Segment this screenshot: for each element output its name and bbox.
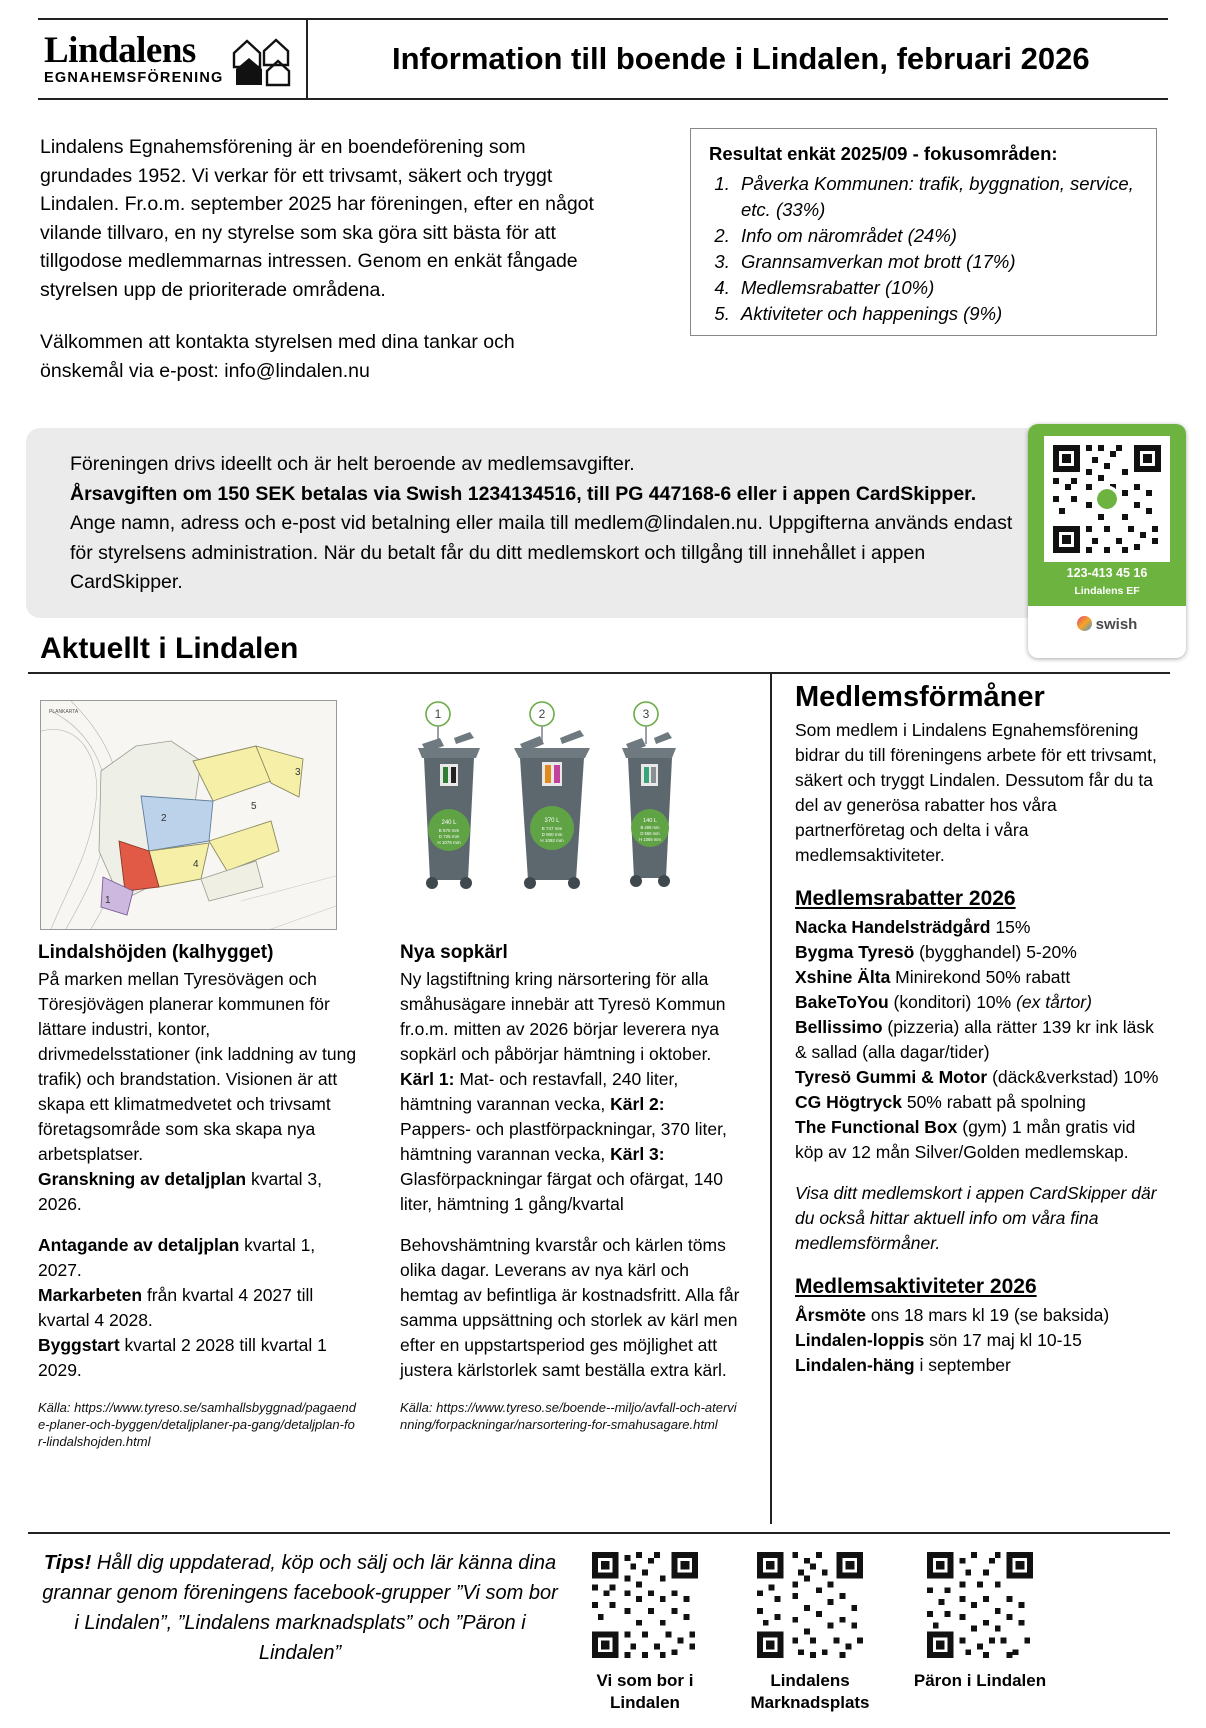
activity-detail: ons 18 mars kl 19 (se baksida) xyxy=(866,1305,1110,1325)
discount-detail: 15% xyxy=(990,917,1031,937)
survey-box xyxy=(690,128,1157,336)
member-benefits-panel xyxy=(795,681,1167,1378)
spacer xyxy=(38,1217,358,1233)
lindalshojden-title: Lindalshöjden (kalhygget) xyxy=(38,942,274,963)
svg-text:240 L: 240 L xyxy=(441,820,457,826)
svg-text:H 1092 mm: H 1092 mm xyxy=(540,838,564,843)
activity-name: Lindalen-häng xyxy=(795,1355,915,1375)
survey-item: 2. Info om närområdet (24%) xyxy=(735,223,1140,249)
sopkarl-intro: Ny lagstiftning kring närsortering för alla småhusägare innebär att Tyresö Kommun fr.o.m. mitten av 2026 börjar leverera nya sopkärl och påbörjar hämtning i oktober. xyxy=(400,969,726,1064)
tips-body: Håll dig uppdaterad, köp och sälj och lär känna dina grannar genom föreningens facebook-grupper ”Vi som bor i Lindalen”, ”Lindalens marknadsplats” och ”Päron i Lindalen” xyxy=(42,1552,558,1664)
svg-text:B 495 mm: B 495 mm xyxy=(640,825,660,830)
discount-item xyxy=(795,1065,1167,1090)
qr-caption-1: Vi som bor i Lindalen xyxy=(596,1671,694,1712)
discount-item xyxy=(795,1015,1167,1065)
fee-bold: Årsavgiften om 150 SEK betalas via Swish 1234134516, till PG 447168-6 eller i appen CardSkipper. xyxy=(70,482,977,505)
facebook-group-2[interactable] xyxy=(730,1546,890,1714)
fee-line-1: Föreningen drivs ideellt och är helt beroende av medlemsavgifter. xyxy=(70,453,635,475)
activity-name: Årsmöte xyxy=(795,1305,866,1325)
discount-partner: Bellissimo xyxy=(795,1017,883,1037)
vertical-divider xyxy=(770,674,772,1524)
discount-item xyxy=(795,1090,1167,1115)
tips-text xyxy=(40,1548,560,1668)
milestone-label: Granskning av detaljplan xyxy=(38,1169,247,1189)
tips-label: Tips! xyxy=(43,1552,92,1574)
qr-code-2[interactable] xyxy=(751,1546,869,1664)
svg-text:D 550 mm: D 550 mm xyxy=(640,831,660,836)
discounts-heading: Medlemsrabatter 2026 xyxy=(795,887,1016,910)
discount-partner: CG Högtryck xyxy=(795,1092,902,1112)
survey-list xyxy=(709,171,1140,327)
fee-rest: Ange namn, adress och e-post vid betalning eller maila till medlem@lindalen.nu. Uppgifterna används endast för styrelsens administration. När du betalt får du ditt medlemskort och tillgång till innehållet i appen CardSkipper. xyxy=(70,512,1013,593)
qr-code-1[interactable] xyxy=(586,1546,704,1664)
intro-text xyxy=(40,133,600,409)
survey-item: 1. Påverka Kommunen: trafik, byggnation, service, etc. (33%) xyxy=(735,171,1140,223)
lindalshojden-source: Källa: https://www.tyreso.se/samhallsbyggnad/pagaende-planer-och-byggen/detaljplaner-pa-gang/detaljplan-for-lindalshojden.html xyxy=(38,1400,356,1449)
spacer xyxy=(38,1383,358,1399)
activity-name: Lindalen-loppis xyxy=(795,1330,925,1350)
milestone-value: från kvartal 4 2027 till kvartal 4 2028. xyxy=(38,1285,314,1330)
svg-text:2: 2 xyxy=(538,707,546,721)
milestone-value: kvartal 1, 2027. xyxy=(38,1235,316,1280)
sopkarl-article xyxy=(400,940,740,1433)
lindalshojden-milestone xyxy=(38,1283,358,1333)
footer-divider xyxy=(28,1532,1170,1534)
page-header xyxy=(38,18,1168,100)
discount-item xyxy=(795,940,1167,965)
svg-text:3: 3 xyxy=(642,707,650,721)
bin-3-text: Glasförpackningar färgat och ofärgat, 140 liter, hämtning 1 gång/kvartal xyxy=(400,1169,723,1214)
discount-detail: (bygghandel) 5-20% xyxy=(914,942,1077,962)
lindalshojden-milestone xyxy=(38,1333,358,1383)
qr-caption-3: Päron i Lindalen xyxy=(913,1671,1047,1690)
discount-partner: BakeToYou xyxy=(795,992,889,1012)
activity-detail: sön 17 maj kl 10-15 xyxy=(924,1330,1082,1350)
survey-title: Resultat enkät 2025/09 - fokusområden: xyxy=(709,143,1058,164)
survey-item: 4. Medlemsrabatter (10%) xyxy=(735,275,1140,301)
svg-text:1: 1 xyxy=(434,707,442,721)
discount-partner: Tyresö Gummi & Motor xyxy=(795,1067,988,1087)
bin-1-label: Kärl 1: xyxy=(400,1069,455,1089)
sopkarl-title: Nya sopkärl xyxy=(400,942,508,963)
milestone-label: Byggstart xyxy=(38,1335,120,1355)
milestone-label: Antagande av detaljplan xyxy=(38,1235,240,1255)
svg-text:D 725 mm: D 725 mm xyxy=(438,834,460,839)
swish-brand-text: swish xyxy=(1095,616,1138,633)
association-logo xyxy=(38,20,308,98)
lindalshojden-body: På marken mellan Tyresövägen och Töresjövägen planerar kommunen för lättare industri, kontor, drivmedelsstationer (ink laddning av tung trafik) och brandstation. Visionen är att skapa ett klimatmedvetet och trivsamt företagsområde som ska skapa nya arbetsplatser. xyxy=(38,969,357,1164)
activity-detail: i september xyxy=(914,1355,1011,1375)
discount-item xyxy=(795,1115,1167,1165)
intro-paragraph-2: Välkommen att kontakta styrelsen med dina tankar och önskemål via e-post: info@lindalen.nu xyxy=(40,331,515,382)
sopkarl-bin-list xyxy=(400,1067,740,1217)
spacer xyxy=(795,1165,1167,1181)
svg-text:B 570 mm: B 570 mm xyxy=(438,828,460,833)
discount-partner: The Functional Box xyxy=(795,1117,958,1137)
swish-qr-card[interactable] xyxy=(1028,424,1186,658)
waste-bins-illustration xyxy=(410,700,730,930)
intro-paragraph-1: Lindalens Egnahemsförening är en boendeförening som grundades 1952. Vi verkar för ett trivsamt, säkert och tryggt Lindalen. Fr.o.m. september 2025 har föreningen, efter en något vilande tillvaro, en ny styrelse som ska göra sitt bästa för att tillgodose medlemmarnas intressen. Genom en enkät fångade styrelsen upp de prioriterade områdena. xyxy=(40,136,594,301)
svg-text:H 1065 mm: H 1065 mm xyxy=(639,837,661,842)
bin-3-label: Kärl 3: xyxy=(610,1144,665,1164)
houses-icon xyxy=(230,29,296,89)
svg-text:4: 4 xyxy=(193,859,199,870)
activity-item xyxy=(795,1353,1167,1378)
discount-partner: Nacka Handelsträdgård xyxy=(795,917,991,937)
bin-2-label: Kärl 2: xyxy=(610,1094,665,1114)
bin-2-text: Pappers- och plastförpackningar, 370 liter, hämtning varannan vecka, xyxy=(400,1119,727,1164)
activity-item xyxy=(795,1303,1167,1328)
survey-item: 5. Aktiviteter och happenings (9%) xyxy=(735,301,1140,327)
activities-heading: Medlemsaktiviteter 2026 xyxy=(795,1275,1037,1298)
facebook-group-1[interactable] xyxy=(565,1546,725,1714)
qr-caption-2: Lindalens Marknadsplats xyxy=(750,1671,870,1712)
discount-item xyxy=(795,915,1167,940)
sopkarl-source: Källa: https://www.tyreso.se/boende--miljo/avfall-och-atervinning/forpackningar/narsortering-for-smahusagare.html xyxy=(400,1400,737,1432)
section-heading: Aktuellt i Lindalen xyxy=(40,632,299,665)
lindalshojden-milestone xyxy=(38,1233,358,1283)
svg-text:PLANKARTA: PLANKARTA xyxy=(49,709,79,715)
svg-text:140 L: 140 L xyxy=(643,818,657,824)
bin-1-text: Mat- och restavfall, 240 liter, hämtning varannan vecka, xyxy=(400,1069,679,1114)
sopkarl-details: Behovshämtning kvarstår och kärlen töms olika dagar. Leverans av nya kärl och hemtag av befintliga är kostnadsfritt. Alla får samma uppsättning och storlek av kärl men efter en uppstartsperiod ges möjlighet att justera kärlstorlek samt beställa extra kärl. xyxy=(400,1235,740,1380)
milestone-value: kvartal 2 2028 till kvartal 1 2029. xyxy=(38,1335,327,1380)
discount-note: (ex tårtor) xyxy=(1016,992,1092,1012)
qr-code-3[interactable] xyxy=(921,1546,1039,1664)
lindalshojden-article xyxy=(38,940,358,1450)
svg-text:D 900 mm: D 900 mm xyxy=(541,832,563,837)
lindalshojden-milestone xyxy=(38,1167,358,1217)
svg-text:370 L: 370 L xyxy=(544,818,560,824)
svg-text:3: 3 xyxy=(295,767,301,778)
discount-detail: (pizzeria) alla rätter 139 kr ink läsk & sallad (alla dagar/tider) xyxy=(795,1017,1154,1062)
section-divider xyxy=(28,672,1170,674)
swish-mark-icon xyxy=(1077,616,1092,631)
swish-payee-name: Lindalens EF xyxy=(1074,585,1140,597)
svg-text:5: 5 xyxy=(251,801,257,812)
svg-text:1: 1 xyxy=(105,895,111,906)
lindalshojden-map xyxy=(40,700,337,930)
discount-detail: (gym) 1 mån gratis vid köp av 12 mån Silver/Golden medlemskap. xyxy=(795,1117,1136,1162)
discount-detail: Minirekond 50% rabatt xyxy=(890,967,1071,987)
discount-item xyxy=(795,965,1167,990)
milestone-value: kvartal 3, 2026. xyxy=(38,1169,322,1214)
membership-fee-text xyxy=(70,450,1020,598)
discount-partner: Xshine Älta xyxy=(795,967,891,987)
discount-partner: Bygma Tyresö xyxy=(795,942,915,962)
discount-item xyxy=(795,990,1167,1015)
spacer xyxy=(400,1383,740,1399)
svg-text:2: 2 xyxy=(161,813,167,824)
swish-qr-code[interactable] xyxy=(1044,436,1170,562)
cardskipper-note: Visa ditt medlemskort i appen CardSkipper där du också hittar aktuell info om våra fina medlemsförmåner. xyxy=(795,1183,1157,1253)
swish-brand-logo xyxy=(1028,616,1186,633)
milestone-label: Markarbeten xyxy=(38,1285,143,1305)
logo-subtitle: EGNAHEMSFÖRENING xyxy=(44,70,224,87)
discount-detail: 50% rabatt på spolning xyxy=(901,1092,1086,1112)
swish-number: 123-413 45 16 xyxy=(1066,566,1148,580)
benefits-title: Medlemsförmåner xyxy=(795,681,1045,713)
discount-detail: (däck&verkstad) 10% xyxy=(987,1067,1159,1087)
activity-item xyxy=(795,1328,1167,1353)
svg-text:H 1075 mm: H 1075 mm xyxy=(437,840,461,845)
discount-detail: (konditori) 10% xyxy=(888,992,1017,1012)
svg-text:B 747 mm: B 747 mm xyxy=(541,826,563,831)
facebook-group-3[interactable] xyxy=(900,1546,1060,1692)
page-title: Information till boende i Lindalen, februari 2026 xyxy=(391,41,1090,76)
logo-name: Lindalens xyxy=(44,30,196,72)
survey-item: 3. Grannsamverkan mot brott (17%) xyxy=(735,249,1140,275)
benefits-intro: Som medlem i Lindalens Egnahemsförening bidrar du till föreningens arbete för ett trivsamt, säkert och tryggt Lindalen. Dessutom får du ta del av generösa rabatter hos våra partnerföretag och delta i våra medlemsaktiviteter. xyxy=(795,720,1157,865)
spacer xyxy=(400,1217,740,1233)
